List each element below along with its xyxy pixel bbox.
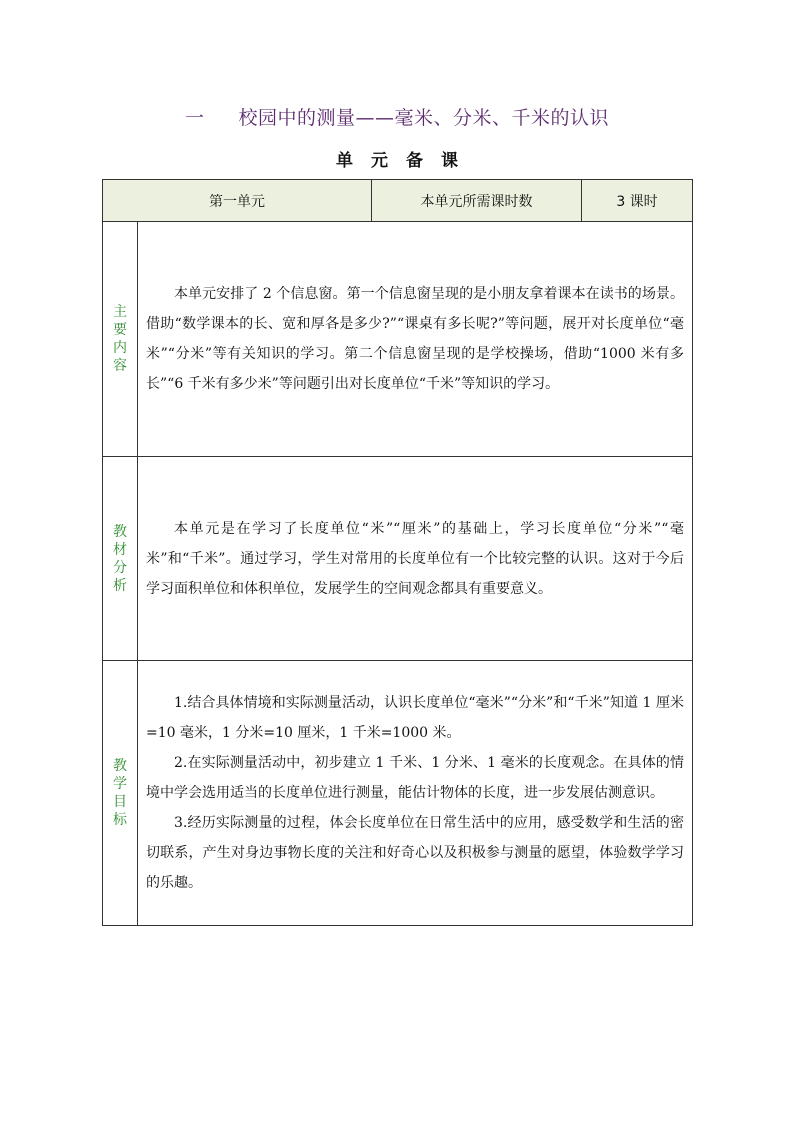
chapter-number: 一 bbox=[184, 107, 205, 129]
row-label-teaching-goals: 教 学 目 标 bbox=[103, 661, 138, 926]
goal-item: 2.在实际测量活动中，初步建立 1 千米、1 分米、1 毫米的长度观念。在具体的情境中学会选用适当的长度单位进行测量，能估计物体的长度，进一步发展估测意识。 bbox=[146, 755, 684, 801]
page-title bbox=[0, 103, 794, 130]
row-label-main-content: 主 要 内 容 bbox=[103, 222, 138, 457]
table-row bbox=[103, 222, 693, 457]
page-subtitle: 单元备课 bbox=[336, 151, 476, 171]
hours-label-cell: 本单元所需课时数 bbox=[372, 180, 582, 222]
hours-value-cell: 3 课时 bbox=[582, 180, 693, 222]
goal-item: 3.经历实际测量的过程，体会长度单位在日常生活中的应用，感受数学和生活的密切联系，产生对身边事物长度的关注和好奇心以及积极参与测量的愿望，体验数学学习的乐趣。 bbox=[146, 815, 684, 891]
row-label-material-analysis: 教 材 分 析 bbox=[103, 457, 138, 661]
material-analysis-text: 本单元是在学习了长度单位“米”“厘米”的基础上，学习长度单位“分米”“毫米”和“千米”。通过学习，学生对常用的长度单位有一个比较完整的认识。这对于今后学习面积单位和体积单位，发展学生的空间观念都具有重要意义。 bbox=[138, 457, 693, 661]
unit-name-cell: 第一单元 bbox=[103, 180, 372, 222]
main-content-text: 本单元安排了 2 个信息窗。第一个信息窗呈现的是小朋友拿着课本在读书的场景。借助“数学课本的长、宽和厚各是多少?”“课桌有多长呢?”等问题，展开对长度单位“毫米”“分米”等有关知识的学习。第二个信息窗呈现的是学校操场，借助“1000 米有多长”“6 千米有多少米”等问题引出对长度单位“千米”等知识的学习。 bbox=[138, 222, 693, 457]
table-row bbox=[103, 661, 693, 926]
table-row bbox=[103, 457, 693, 661]
goal-item: 1.结合具体情境和实际测量活动，认识长度单位“毫米”“分米”和“千米”知道 1 厘米=10 毫米，1 分米=10 厘米，1 千米=1000 米。 bbox=[146, 695, 684, 741]
unit-plan-table bbox=[102, 179, 693, 926]
teaching-goals-text bbox=[138, 661, 693, 926]
chapter-title: 校园中的测量——毫米、分米、千米的认识 bbox=[238, 107, 610, 129]
table-header-row bbox=[103, 180, 693, 222]
